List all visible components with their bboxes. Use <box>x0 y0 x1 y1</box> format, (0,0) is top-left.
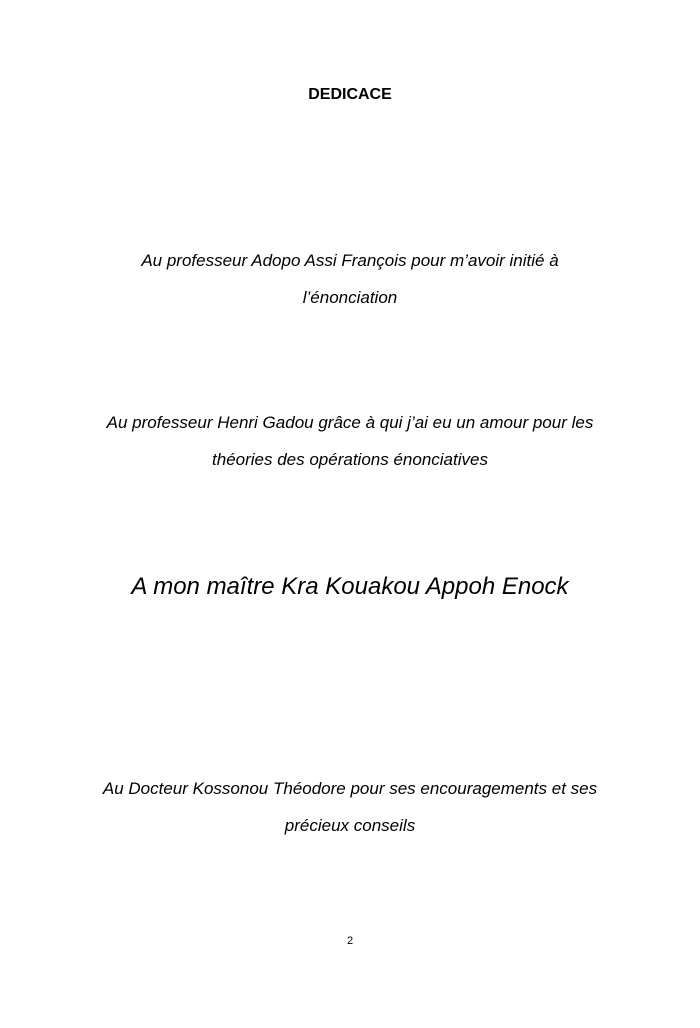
page-title: DEDICACE <box>308 86 392 103</box>
dedication-adopo <box>50 242 650 316</box>
dedication-line: Au Docteur Kossonou Théodore pour ses encouragements et ses <box>102 779 598 798</box>
dedication-line: A mon maître Kra Kouakou Appoh Enock <box>131 573 569 600</box>
dedication-gadou <box>50 404 650 478</box>
dedication-kossonou <box>50 770 650 844</box>
dedication-line: précieux conseils <box>284 816 416 835</box>
dedication-line: l’énonciation <box>302 288 398 307</box>
dedication-line: Au professeur Adopo Assi François pour m’avoir initié à <box>141 251 559 270</box>
dedication-kra <box>50 567 650 607</box>
page-number: 2 <box>346 935 354 947</box>
dedication-line: Au professeur Henri Gadou grâce à qui j’ai eu un amour pour les <box>106 413 594 432</box>
dedication-line: théories des opérations énonciatives <box>212 450 488 469</box>
